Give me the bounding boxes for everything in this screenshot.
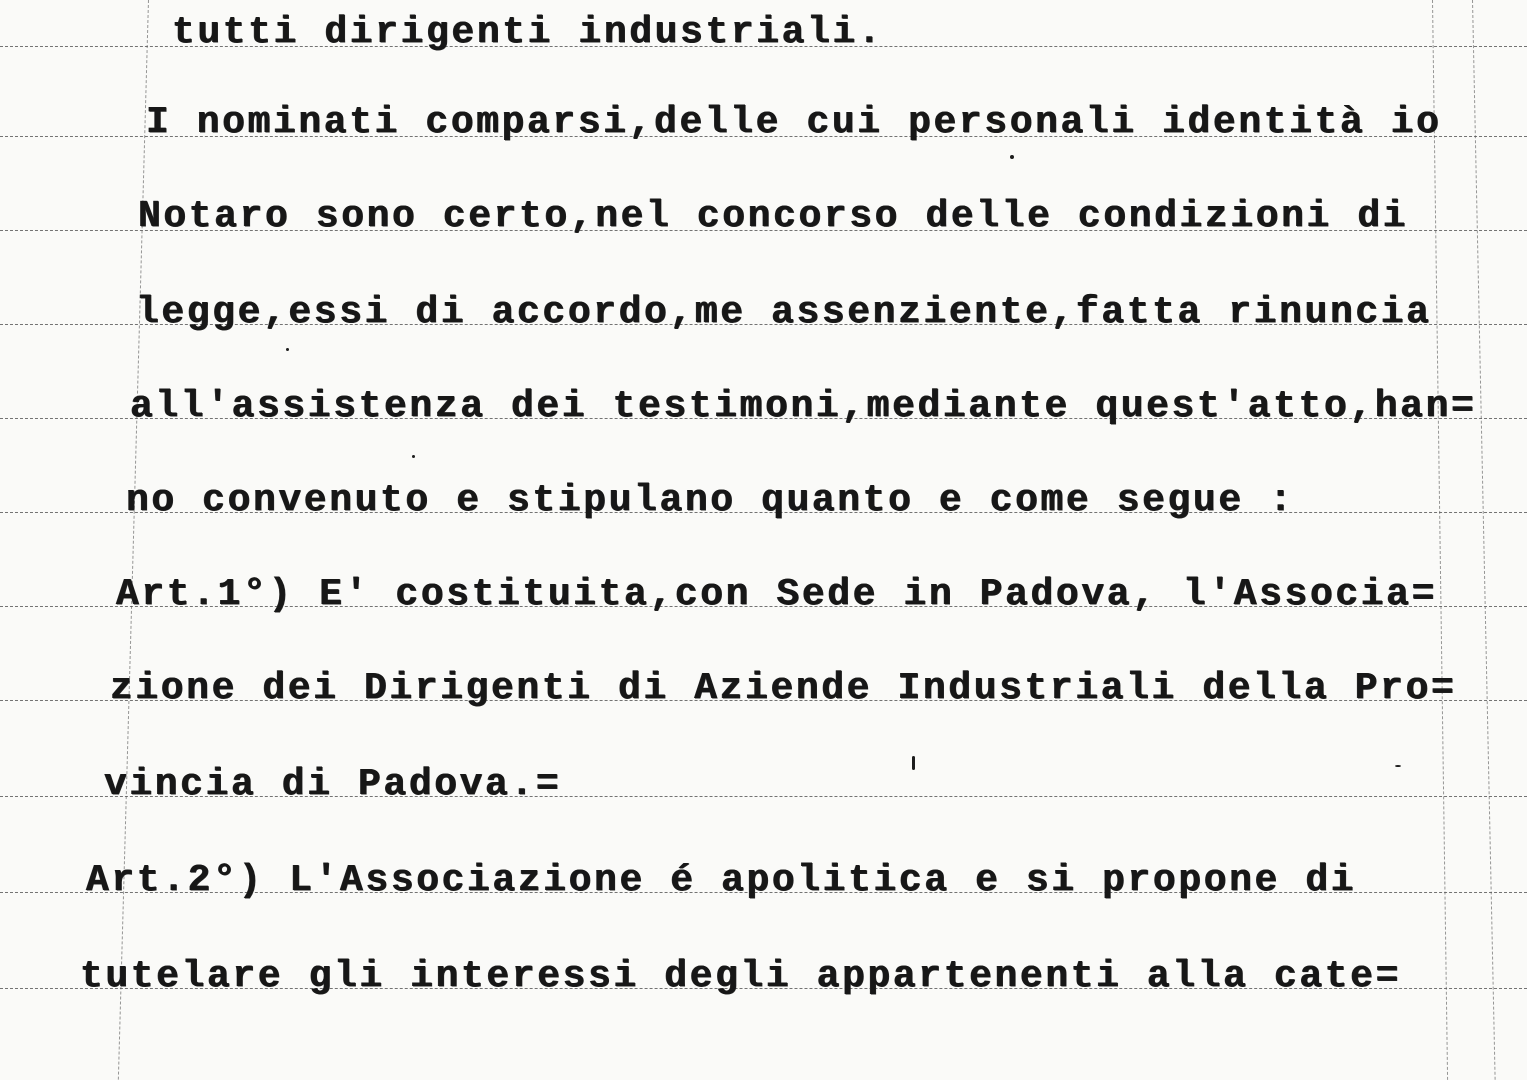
right-margin-line	[1432, 0, 1448, 1080]
left-margin-line	[118, 0, 149, 1080]
document-line-11: tutelare gli interessi degli appartenenti alla cate=	[80, 955, 1401, 998]
document-line-9: vincia di Padova.=	[104, 763, 562, 806]
document-line-8: zione dei Dirigenti di Aziende Industriali della Pro=	[110, 667, 1457, 710]
document-line-1: tutti dirigenti industriali.	[172, 11, 884, 54]
document-line-3: Notaro sono certo,nel concorso delle condizioni di	[138, 195, 1409, 238]
ink-speck	[912, 756, 915, 770]
document-line-10: Art.2°) L'Associazione é apolitica e si propone di	[86, 859, 1357, 902]
ink-speck	[412, 455, 415, 458]
ink-speck	[1395, 765, 1401, 767]
document-line-2: I nominati comparsi,delle cui personali identità io	[146, 101, 1442, 144]
ink-speck	[286, 348, 289, 351]
document-line-7: Art.1°) E' costituita,con Sede in Padova, l'Associa=	[116, 573, 1437, 616]
document-line-5: all'assistenza dei testimoni,mediante quest'atto,han=	[130, 385, 1477, 428]
ink-speck	[1010, 155, 1014, 159]
document-line-4: legge,essi di accordo,me assenziente,fatta rinuncia	[136, 291, 1432, 334]
document-line-6: no convenuto e stipulano quanto e come segue :	[126, 479, 1295, 522]
right-edge-line	[1472, 0, 1496, 1080]
